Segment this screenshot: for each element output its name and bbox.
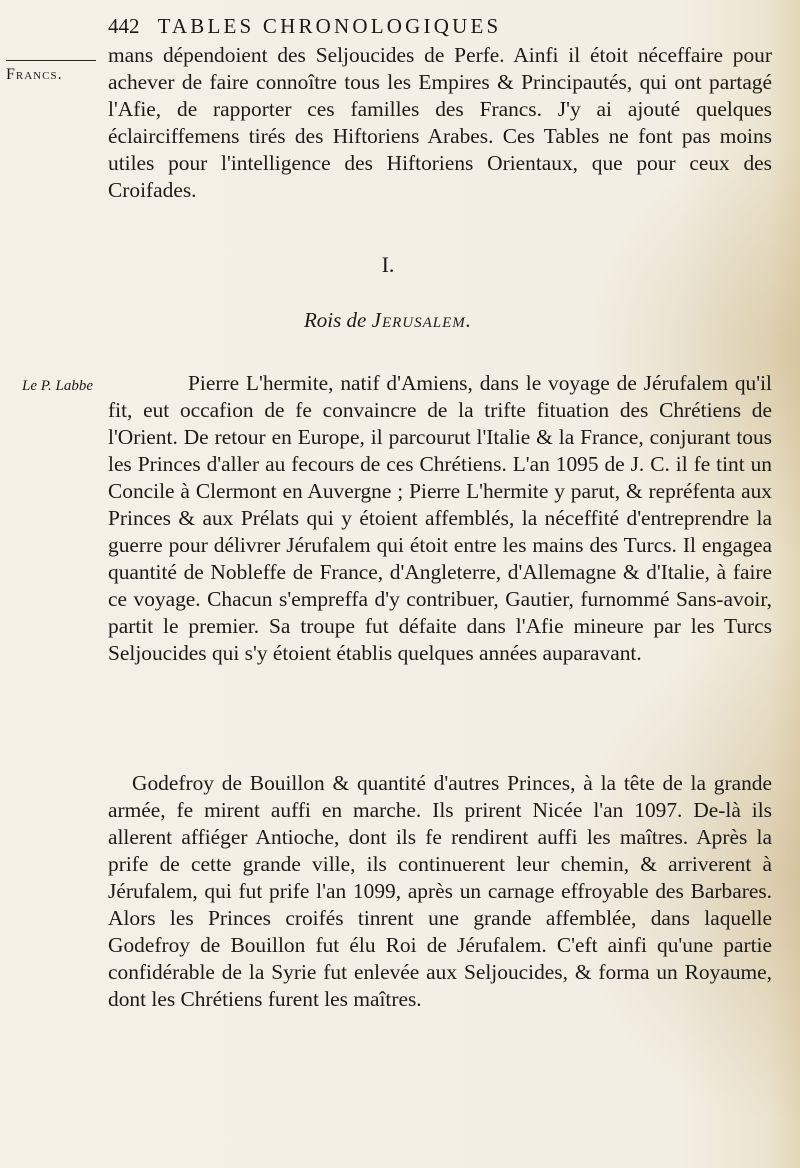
margin-note-francs: Francs. [6, 66, 63, 83]
page-number: 442 [108, 14, 140, 38]
running-title: TABLES CHRONOLOGIQUES [157, 14, 502, 38]
section-title [108, 308, 668, 333]
section-number: I. [381, 252, 395, 277]
section-title-name: Jerusalem. [371, 308, 473, 332]
margin-rule [6, 60, 96, 61]
margin-note-author: Le P. Labbe [22, 378, 93, 394]
paragraph-godefroy: Godefroy de Bouillon & quantité d'autres Princes, à la tête de la grande armée, fe mirent auffi en marche. Ils prirent Nicée l'an 1097. De-là ils allerent affiéger Antioche, dont ils fe rendirent auffi les maîtres. Après la prife de cette grande ville, ils continuerent leur chemin, & arriverent à Jérufalem, qui fut prife l'an 1099, après un carnage effroyable des Barbares. Alors les Princes croifés tinrent une grande affemblée, dans laquelle Godefroy de Bouillon fut élu Roi de Jérufalem. C'eft ainfi qu'une partie confidérable de la Syrie fut enlevée aux Seljoucides, & forma un Royaume, dont les Chrétiens furent les maîtres. [108, 771, 772, 1011]
section-title-prefix: Rois de [303, 308, 367, 332]
running-header [108, 14, 668, 39]
paragraph-pierre-lhermite: Pierre L'hermite, natif d'Amiens, dans le voyage de Jérufalem qu'il fit, eut occafion de fe convaincre de la trifte fituation des Chrétiens de l'Orient. De retour en Europe, il parcourut l'Italie & la France, conjurant tous les Princes d'aller au fecours de ces Chrétiens. L'an 1095 de J. C. il fe tint un Concile à Clermont en Auvergne ; Pierre L'hermite y parut, & repréfenta aux Princes & aux Prélats qui y étoient affemblés, la néceffité d'entreprendre la guerre pour délivrer Jérufalem qui étoit entre les mains des Turcs. Il engagea quantité de Nobleffe de France, d'Angleterre, d'Allemagne & d'Italie, à faire ce voyage. Chacun s'empreffa d'y contribuer, Gautier, furnommé Sans-avoir, partit le premier. Sa troupe fut défaite dans l'Afie mineure par les Turcs Seljoucides qui s'y étoient établis quelques années auparavant. [108, 371, 772, 665]
intro-paragraph: mans dépendoient des Seljoucides de Perfe. Ainfi il étoit néceffaire pour achever de faire connoître tous les Empires & Principautés, qui ont partagé l'Afie, de rapporter ces familles des Francs. J'y ai ajouté quelques éclairciffemens tirés des Hiftoriens Arabes. Ces Tables ne font pas moins utiles pour l'intelligence des Hiftoriens Orientaux, que pour ceux des Croifades. [108, 43, 772, 202]
